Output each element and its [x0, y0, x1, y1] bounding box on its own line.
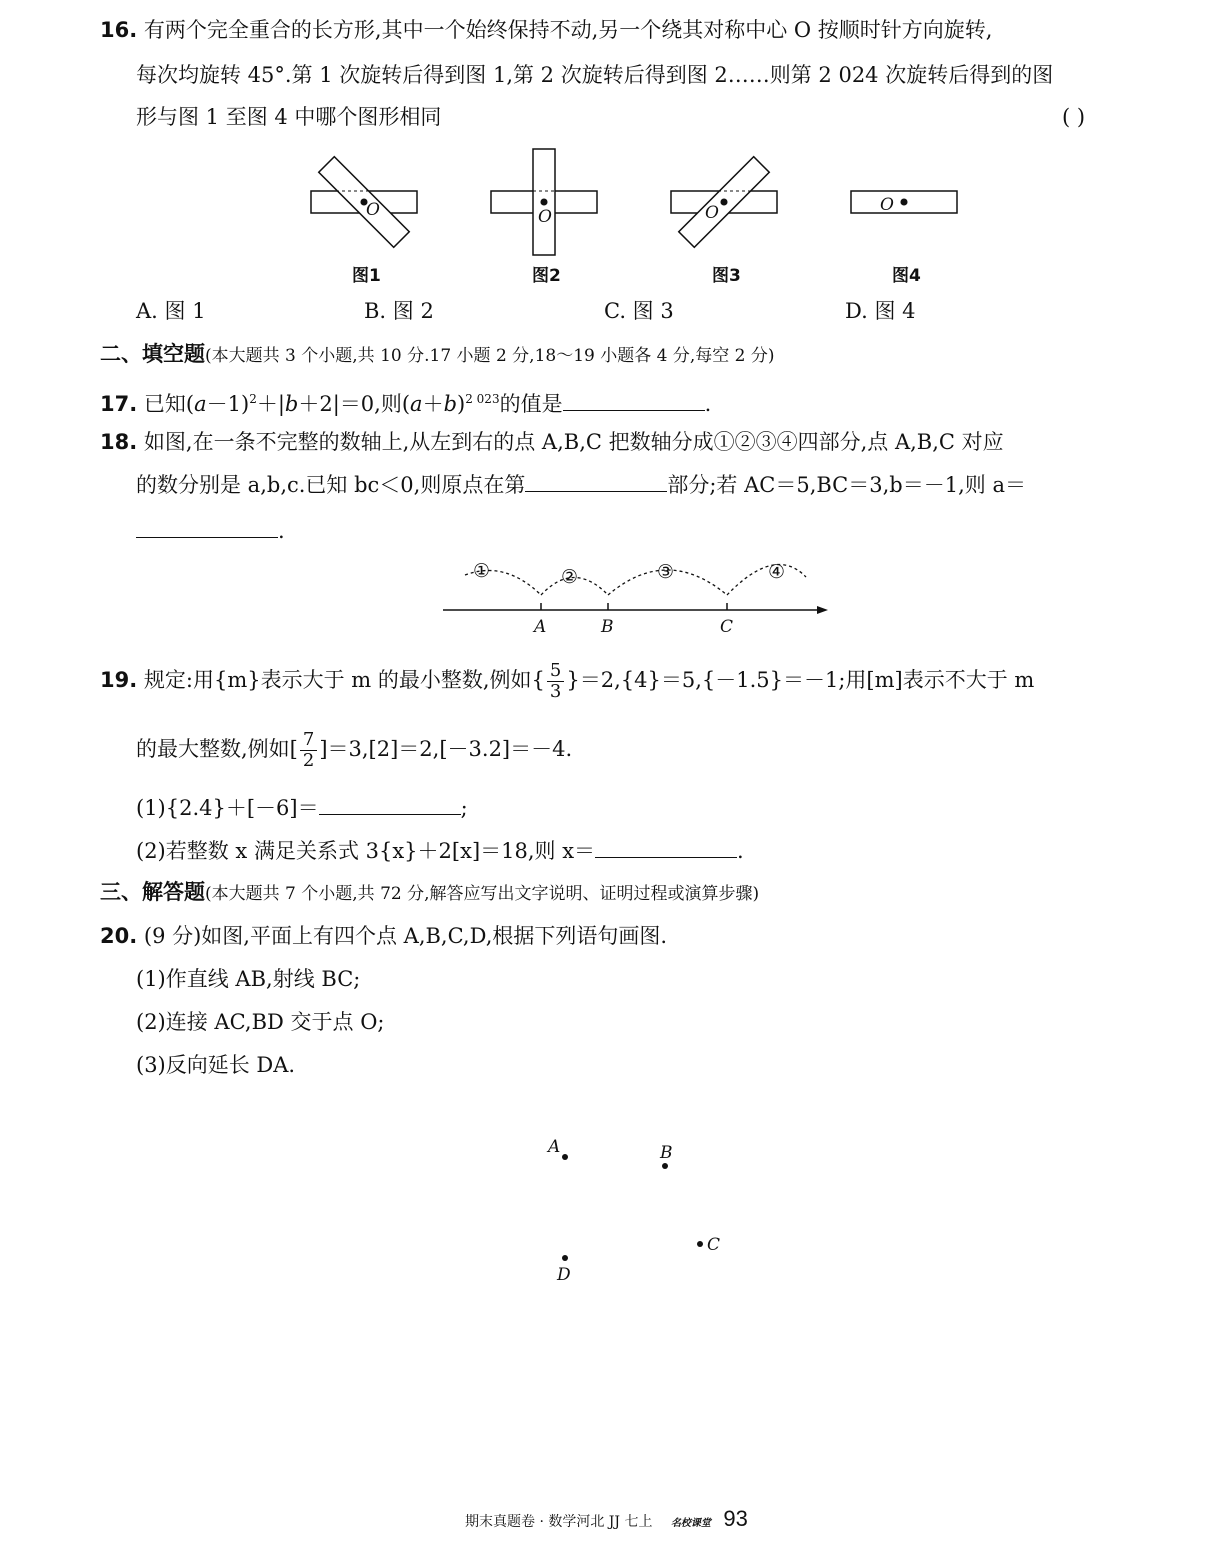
- q17-text: －1): [206, 392, 250, 416]
- q17-text: ＋|: [256, 392, 285, 416]
- q19-number: 19.: [100, 668, 138, 692]
- section2-title: 二、填空题: [100, 342, 205, 366]
- q18-blank-2[interactable]: [136, 517, 278, 538]
- q16-option-d: D. 图 4: [845, 299, 916, 323]
- q18-period: .: [278, 519, 285, 543]
- q17-exponent: 2: [249, 392, 257, 406]
- point-c-label: C: [707, 1235, 721, 1255]
- point-d-dot: [562, 1255, 568, 1261]
- q20-sub3: (3)反向延长 DA.: [136, 1053, 296, 1077]
- region-label-4: ④: [768, 561, 786, 583]
- region-label-1: ①: [473, 560, 491, 582]
- fig3-caption: 图3: [712, 266, 741, 286]
- fraction-numerator: 5: [547, 661, 564, 682]
- region-label-2: ②: [561, 566, 579, 588]
- q17-var-a: a: [194, 392, 207, 416]
- q17-exponent: 2 023: [465, 392, 500, 406]
- q19-line1: [100, 660, 1034, 700]
- point-d-label: D: [557, 1265, 571, 1285]
- section2-heading: [100, 339, 775, 371]
- fig4-caption: 图4: [892, 266, 921, 286]
- q16-number: 16.: [100, 18, 138, 42]
- q17-answer-blank[interactable]: [563, 390, 705, 411]
- q19-sub2-text: (2)若整数 x 满足关系式 3{x}＋2[x]＝18,则 x＝: [136, 839, 596, 863]
- fig3-center-dot: [721, 199, 727, 205]
- section3-note: (本大题共 7 个小题,共 72 分,解答应写出文字说明、证明过程或演算步骤): [205, 884, 760, 904]
- q17-var-b: b: [284, 392, 299, 416]
- q19-sub1: [136, 793, 468, 823]
- q19-text-2a: 的最大整数,例如[: [136, 737, 298, 761]
- q18-line2: [136, 470, 1026, 500]
- fig1-label-o: O: [366, 200, 380, 220]
- fig2-caption: 图2: [532, 266, 561, 286]
- q20-points-figure: [0, 1120, 1231, 1320]
- fig2-label-o: O: [538, 207, 552, 227]
- point-c-dot: [697, 1241, 703, 1247]
- footer-brand: 名校课堂: [670, 1518, 711, 1529]
- q18-text-2a: 的数分别是 a,b,c.已知 bc＜0,则原点在第: [136, 473, 526, 497]
- fig4-label-o: O: [880, 195, 894, 215]
- fig4-center-dot: [901, 199, 907, 205]
- fig2-center-dot: [541, 199, 547, 205]
- region-arc-4: [727, 565, 806, 595]
- q18-blank-1[interactable]: [525, 471, 667, 492]
- number-line-arrow: [817, 606, 828, 614]
- q16-answer-paren: ( ): [1062, 105, 1086, 129]
- page-number: 93: [723, 1506, 748, 1531]
- section3-heading: [100, 877, 759, 909]
- fig1-caption: 图1: [352, 266, 381, 286]
- q19-blank-1[interactable]: [319, 794, 461, 815]
- q20-line1: [100, 921, 667, 951]
- fig3-label-o: O: [705, 203, 719, 223]
- q18-number: 18.: [100, 430, 138, 454]
- q17-number: 17.: [100, 392, 138, 416]
- point-b-dot: [662, 1163, 668, 1169]
- footer-text: 期末真题卷 · 数学河北 JJ 七上: [465, 1514, 653, 1530]
- q16-option-c: C. 图 3: [604, 299, 674, 323]
- q16-figures: [0, 0, 1231, 300]
- q16-option-a: A. 图 1: [136, 299, 206, 323]
- point-b-label: B: [660, 1143, 673, 1163]
- q16-option-b: B. 图 2: [364, 299, 434, 323]
- q18-line3: [136, 516, 285, 546]
- section3-title: 三、解答题: [100, 880, 205, 904]
- region-label-3: ③: [657, 561, 675, 583]
- q17-text: 已知(: [143, 392, 195, 416]
- q20-number: 20.: [100, 924, 138, 948]
- q17-line: [100, 384, 711, 419]
- fraction-numerator: 7: [300, 730, 317, 751]
- q16-text-1: 有两个完全重合的长方形,其中一个始终保持不动,另一个绕其对称中心 O 按顺时针方向旋转,: [143, 18, 993, 42]
- point-a-label: A: [548, 1137, 561, 1157]
- page-footer: [465, 1506, 748, 1532]
- fraction-7-2: [300, 730, 317, 771]
- q20-text-1: (9 分)如图,平面上有四个点 A,B,C,D,根据下列语句画图.: [143, 924, 668, 948]
- q17-text: ): [457, 392, 466, 416]
- q18-text-1: 如图,在一条不完整的数轴上,从左到右的点 A,B,C 把数轴分成①②③④四部分,点 A,B,C 对应: [143, 430, 1004, 454]
- point-label-a: A: [534, 617, 547, 637]
- q19-text-1a: 规定:用{m}表示大于 m 的最小整数,例如{: [143, 668, 545, 692]
- q18-text-2b: 部分;若 AC＝5,BC＝3,b＝－1,则 a＝: [667, 473, 1026, 497]
- q19-period: .: [737, 839, 744, 863]
- q17-period: .: [704, 392, 712, 416]
- q17-var-a: a: [410, 392, 423, 416]
- q19-text-2b: ]＝3,[2]＝2,[－3.2]＝－4.: [319, 737, 573, 761]
- q20-sub1: (1)作直线 AB,射线 BC;: [136, 967, 361, 991]
- fraction-denominator: 2: [302, 750, 315, 771]
- q17-text: ＋: [422, 392, 444, 416]
- q18-line1: [100, 427, 1004, 457]
- q17-text: ＋2|＝0,则(: [298, 392, 411, 416]
- point-label-c: C: [720, 617, 734, 637]
- q19-text-1b: }＝2,{4}＝5,{－1.5}＝－1;用[m]表示不大于 m: [566, 668, 1035, 692]
- q17-text: 的值是: [499, 392, 563, 416]
- q20-sub2: (2)连接 AC,BD 交于点 O;: [136, 1010, 385, 1034]
- q18-number-line: [0, 560, 1231, 640]
- q19-sub2: [136, 836, 744, 866]
- q17-var-b: b: [443, 392, 458, 416]
- q19-semicolon: ;: [460, 796, 468, 820]
- q16-line3: 形与图 1 至图 4 中哪个图形相同: [136, 105, 442, 129]
- fraction-denominator: 3: [549, 681, 562, 702]
- q16-line2: 每次均旋转 45°.第 1 次旋转后得到图 1,第 2 次旋转后得到图 2……则第 2 024 次旋转后得到的图: [136, 63, 1054, 87]
- fraction-5-3: [547, 661, 564, 702]
- q19-blank-2[interactable]: [595, 837, 737, 858]
- point-a-dot: [562, 1154, 568, 1160]
- q19-sub1-text: (1){2.4}＋[－6]＝: [136, 796, 319, 820]
- q19-line2: [136, 729, 572, 769]
- point-label-b: B: [601, 617, 614, 637]
- section2-note: (本大题共 3 个小题,共 10 分.17 小题 2 分,18～19 小题各 4 分,每空 2 分): [205, 346, 775, 366]
